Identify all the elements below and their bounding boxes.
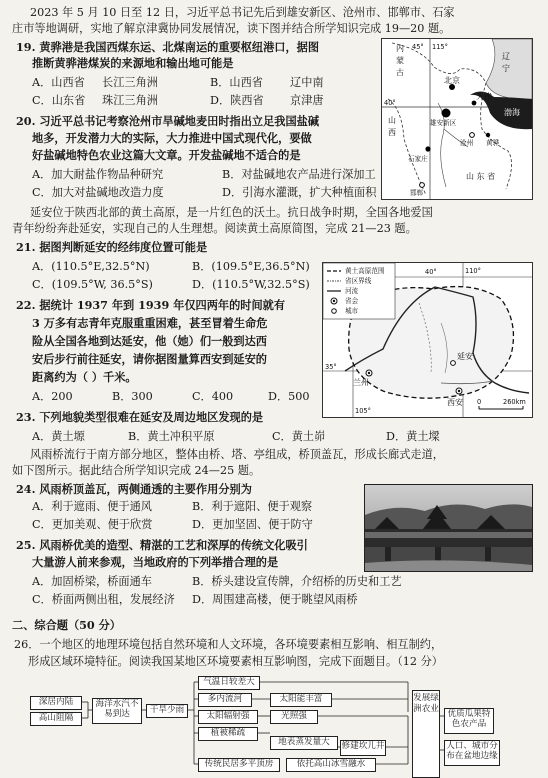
question-20-stem: 20. 习近平总书记考察沧州市旱碱地麦田时指出立足我国盐碱 — [16, 114, 320, 128]
flow-box-radiation: 太阳辐射强 — [198, 710, 258, 724]
intro-text: 延安位于陕西北部的黄土高原，是一片红色的沃土。抗日战争时期，全国各地爱国 — [30, 206, 433, 219]
section-heading: 二、综合题（50 分） — [12, 618, 121, 632]
map-label-lat35: 35° — [325, 363, 337, 371]
map-label-huanghua: 黄骅 — [486, 139, 500, 147]
option-23a: A．黄土塬 — [32, 430, 85, 443]
question-24-stem: 24. 风雨桥顶盖瓦，两侧通透的主要作用分别为 — [16, 482, 252, 496]
question-25-stem: 大量游人前来参观，当地政府的下列举措合理的是 — [32, 555, 279, 569]
option-19b: B．山西省 — [210, 76, 263, 89]
question-25-stem: 25. 风雨桥优美的造型、精湛的工艺和深厚的传统文化吸引 — [16, 538, 308, 552]
scale-bar-zero: 0 — [477, 398, 482, 406]
map-label-xian: 西安 — [447, 398, 463, 407]
option-24a: A．利于遮雨、便于通风 — [32, 500, 152, 513]
option-20a: A．加大耐盐作物品种研究 — [32, 168, 164, 181]
map-label-neimenggu: 蒙 — [396, 56, 404, 65]
map-label-liaoning: 宁 — [502, 64, 510, 73]
map-label-yanan: 延安 — [457, 352, 473, 361]
question-20-stem: 好盐碱地特色农业这篇大文章。开发盐碱地不适合的是 — [32, 148, 301, 162]
map-label-neimenggu: 内 — [396, 44, 404, 53]
question-19-stem: 19. 黄骅港是我国西煤东运、北煤南运的重要枢纽港口，据图 — [16, 40, 320, 54]
option-20d: D．引海水灌溉，扩大种植面积 — [222, 186, 377, 199]
intro-text: 风雨桥流行于南方部分地区，整体由桥、塔、亭组成，桥顶盖瓦，形成长廊式走道， — [30, 448, 444, 461]
map-label-lon110: 110° — [465, 267, 481, 275]
option-23c: C．黄土峁 — [272, 430, 326, 443]
option-25c: C．桥面两侧出租，发展经济 — [32, 593, 175, 606]
map-label-lanzhou: 兰州 — [353, 378, 369, 387]
option-25d: D．周围建高楼，便于眺望风雨桥 — [192, 593, 358, 606]
map-label-neimenggu: 古 — [396, 68, 404, 77]
map-label-bohai: 渤海 — [504, 108, 520, 117]
question-26-stem: 形成区域环境特征。阅读我国某地区环境要素相互影响图，完成下面题目。（12 分） — [28, 655, 443, 668]
option-19d-dest: 京津唐 — [290, 94, 324, 107]
option-21d: D．(110.5°W,32.5°S) — [192, 278, 310, 291]
option-20c: C．加大对盐碱地改造力度 — [32, 186, 164, 199]
map-label-handan: 邯郸 — [410, 189, 424, 197]
flow-box-sunlight: 光照强 — [270, 710, 318, 724]
intro-text: 庄市等地调研，实地了解京津冀协同发展情况，读下图并结合所学知识完成 19—20 题。 — [12, 22, 451, 35]
option-24d: D．更加坚固、便于防守 — [192, 518, 313, 531]
option-21a: A．(110.5°E,32.5°N) — [32, 260, 150, 273]
intro-text: 2023 年 5 月 10 日至 12 日，习近平总书记先后到雄安新区、沧州市、邯郸市、石家 — [30, 6, 455, 19]
map-label-shandong: 山 东 省 — [466, 172, 496, 181]
flow-box-evaporation: 地表蒸发量大 — [270, 736, 338, 750]
wind-rain-bridge-photo — [364, 484, 533, 572]
flow-box-flat-roof: 传统民居多平顶房 — [198, 758, 280, 772]
loess-plateau-map — [322, 262, 533, 418]
legend-boundary: 省区界线 — [345, 277, 372, 285]
flow-box-melons: 优质瓜果特色农产品 — [444, 708, 494, 734]
option-21c: C．(109.5°W, 36.5°S) — [32, 278, 153, 291]
flow-box-inland-rivers: 多内流河 — [198, 693, 252, 707]
option-22c: C．400 — [192, 390, 234, 403]
flow-box-meltwater: 依托高山冰雪融水 — [286, 758, 376, 772]
option-19c-dest: 珠江三角洲 — [102, 94, 158, 107]
legend-river: 河流 — [345, 287, 359, 295]
question-23-stem: 23. 下列地貌类型很难在延安及周边地区发现的是 — [16, 410, 264, 424]
option-19c: C．山东省 — [32, 94, 86, 107]
option-22b: B．300 — [112, 390, 153, 403]
option-19b-dest: 辽中南 — [290, 76, 324, 89]
option-25b: B．桥头建设宣传牌，介绍桥的历史和工艺 — [192, 575, 402, 588]
map-label-lat40: 40° — [425, 268, 437, 276]
question-22-stem: 22. 据统计 1937 年到 1939 年仅四两年的时间就有 — [16, 298, 286, 312]
question-21-stem: 21. 据图判断延安的经纬度位置可能是 — [16, 240, 208, 254]
option-19d: D．陕西省 — [210, 94, 264, 107]
question-22-stem: 距离约为（ ）千米。 — [32, 370, 137, 384]
intro-text: 如下图所示。据此结合所学知识完成 24—25 题。 — [12, 464, 261, 477]
map-label-tianjin: 天津 — [476, 92, 492, 101]
map-label-shanxi: 西 — [388, 128, 396, 137]
map-label-lat45: 45° — [412, 43, 424, 51]
flow-box-arid: 干旱少雨 — [146, 704, 188, 718]
flow-box-inland: 深居内陆 — [30, 696, 82, 710]
option-24b: B．利于遮阳、便于观察 — [192, 500, 313, 513]
question-22-stem: 安后步行前往延安，请你据图量算西安到延安的 — [32, 352, 267, 366]
map-label-shanxi: 山 — [388, 116, 396, 125]
map-label-beijing: 北京 — [444, 76, 460, 85]
map-label-lon115: 115° — [432, 43, 448, 51]
option-24c: C．更加美观、便于欣赏 — [32, 518, 153, 531]
legend-loess-range: 黄土高原范围 — [345, 267, 385, 275]
flow-box-temp-range: 气温日较差大 — [198, 676, 260, 690]
map-label-lat40: 40° — [384, 99, 396, 107]
map-label-shijiazhuang: 石家庄 — [408, 155, 428, 163]
flow-box-mountains: 高山阻隔 — [30, 712, 82, 726]
question-22-stem: 险从全国各地到达延安，他（她）们一般到达西 — [32, 334, 267, 348]
option-23d: D．黄土墚 — [386, 430, 440, 443]
flow-box-vegetation: 植被稀疏 — [198, 727, 258, 741]
question-19-stem: 推断黄骅港煤炭的来源地和输出地可能是 — [32, 56, 234, 70]
flow-box-oasis-agriculture: 发展绿洲农业 — [412, 690, 440, 778]
jingjinji-map — [381, 38, 533, 200]
option-20b: B．对盐碱地农产品进行深加工 — [222, 168, 376, 181]
map-label-cangzhou: 沧州 — [460, 139, 474, 147]
scale-bar-260km: 260km — [503, 398, 526, 406]
option-21b: B．(109.5°E,36.5°N) — [192, 260, 310, 273]
flow-box-solar: 太阳能丰富 — [270, 693, 332, 707]
option-22d: D．500 — [268, 390, 310, 403]
option-22a: A．200 — [32, 390, 73, 403]
option-19a-dest: 长江三角洲 — [102, 76, 158, 89]
map-label-liaoning: 辽 — [502, 52, 510, 61]
intro-text: 青年纷纷奔赴延安，实现自己的人生理想。阅读黄土高原简图，完成 21—23 题。 — [12, 222, 417, 235]
option-23b: B．黄土冲积平原 — [128, 430, 215, 443]
legend-capital: 省会 — [345, 297, 359, 305]
flow-box-karez: 修建坎儿井 — [340, 740, 386, 756]
question-20-stem: 地多，开发潜力大的实际，大力推进中国式现代化，要做 — [32, 131, 312, 145]
legend-city: 城市 — [345, 307, 359, 315]
map-label-xiongan: 雄安新区 — [430, 119, 457, 127]
map-label-lon105: 105° — [355, 407, 371, 415]
question-26-stem: 26．一个地区的地理环境包括自然环境和人文环境，各环境要素相互影响、相互制约， — [14, 638, 443, 651]
option-19a: A．山西省 — [32, 76, 85, 89]
option-25a: A．加固桥梁，桥面通车 — [32, 575, 152, 588]
flow-box-population: 人口、城市分布在盆地边缘 — [444, 740, 500, 766]
question-22-stem: 3 万多有志青年克服重重困难，甚至冒着生命危 — [32, 316, 268, 330]
flow-box-vapor: 海洋水汽不易到达 — [92, 698, 142, 724]
